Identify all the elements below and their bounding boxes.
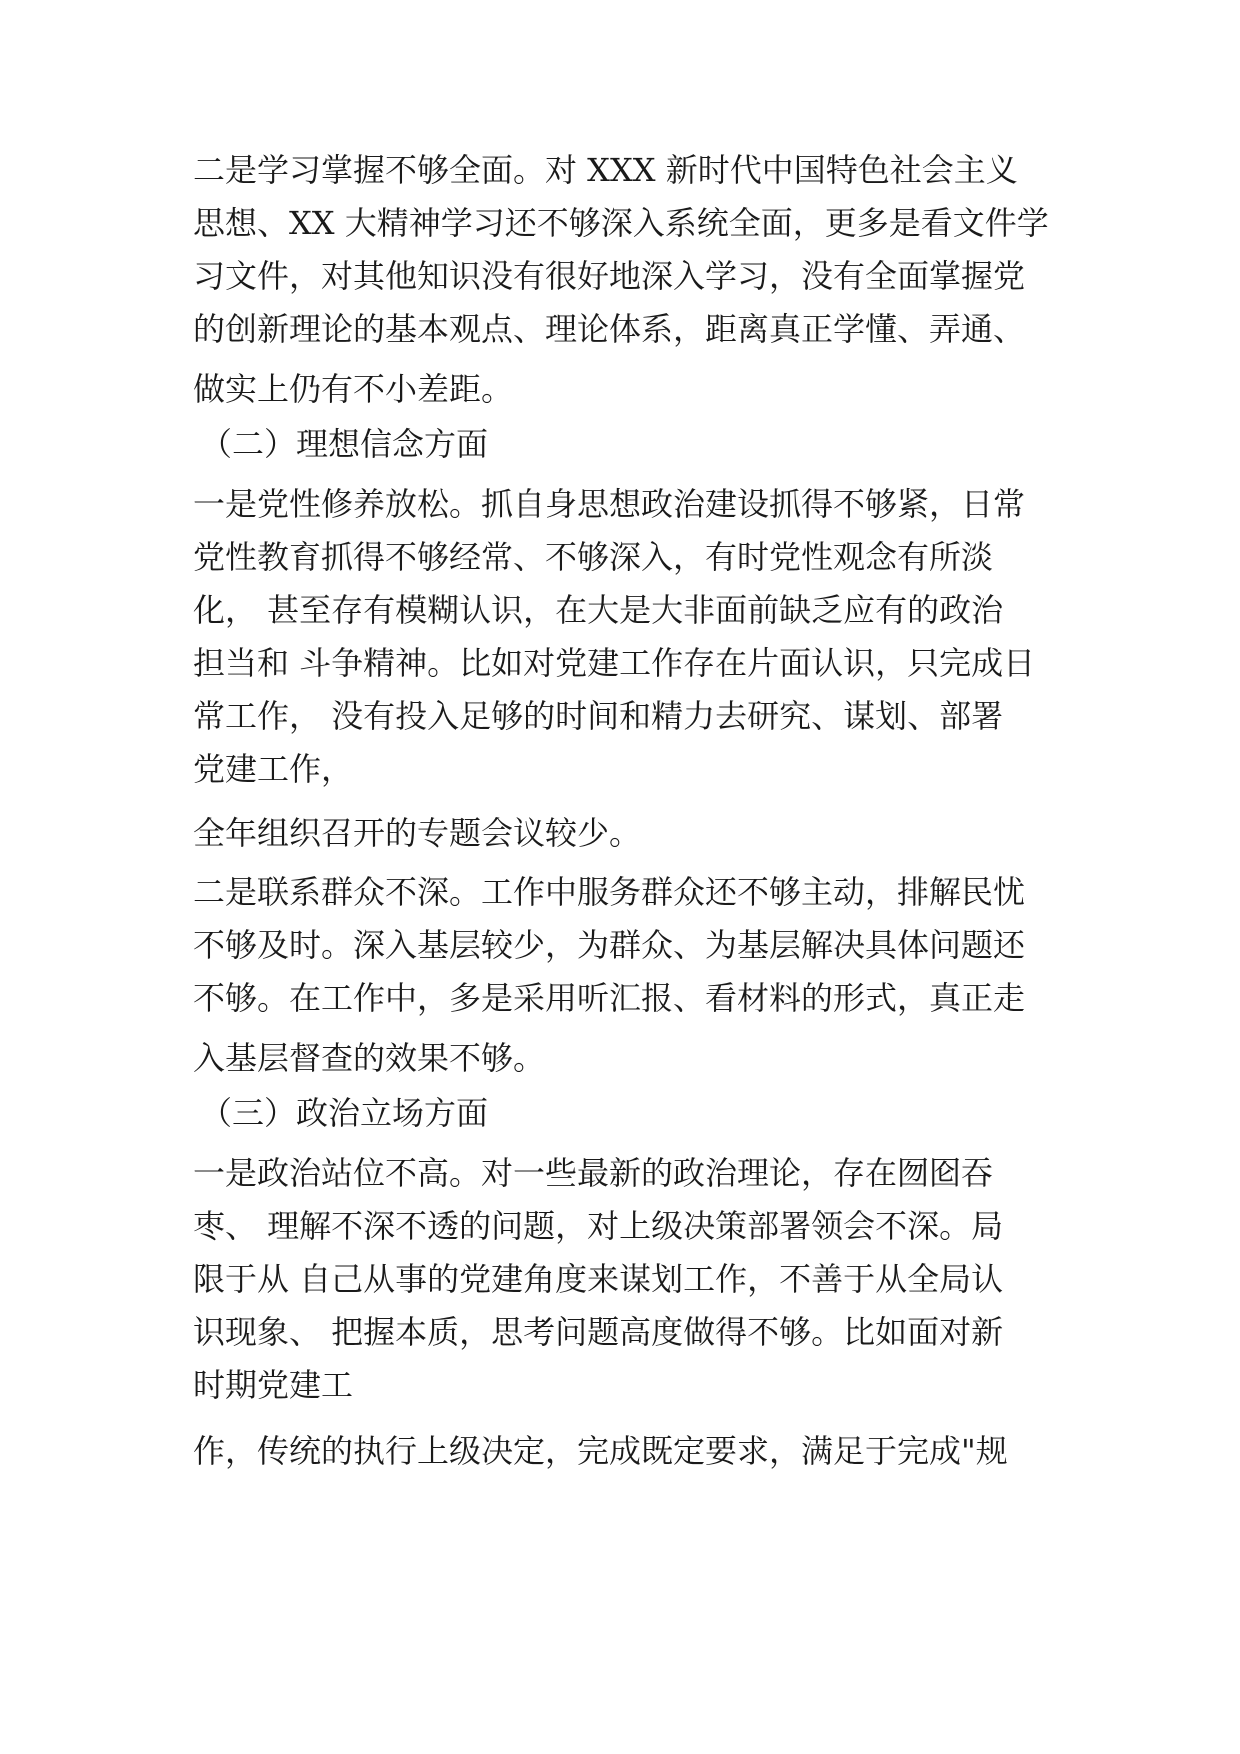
- text-line: 习文件，对其他知识没有很好地深入学习，没有全面掌握党: [193, 257, 1026, 295]
- text-line: 不够及时。深入基层较少，为群众、为基层解决具体问题还: [193, 926, 1026, 964]
- text-line: 做实上仍有不小差距。: [193, 370, 514, 408]
- text-line: 担当和 斗争精神。比如对党建工作存在片面认识，只完成日: [193, 644, 1036, 682]
- text-line: 限于从 自己从事的党建角度来谋划工作，不善于从全局认: [193, 1260, 1004, 1298]
- text-line: 入基层督查的效果不够。: [193, 1039, 546, 1077]
- text-line: 不够。在工作中，多是采用听汇报、看材料的形式，真正走: [193, 979, 1026, 1017]
- text-line: 一是政治站位不高。对一些最新的政治理论，存在囫囵吞: [193, 1154, 994, 1192]
- text-line: 枣、 理解不深不透的问题，对上级决策部署领会不深。局: [193, 1207, 1004, 1245]
- text-line: 时期党建工: [193, 1366, 354, 1404]
- text-line: 的创新理论的基本观点、理论体系，距离真正学懂、弄通、: [193, 310, 1026, 348]
- section-heading: （二）理想信念方面: [200, 425, 489, 463]
- text-line: 党建工作，: [193, 750, 354, 788]
- text-line: 全年组织召开的专题会议较少。: [193, 814, 642, 852]
- text-line: 常工作， 没有投入足够的时间和精力去研究、谋划、部署: [193, 697, 1004, 735]
- text-line: 识现象、 把握本质，思考问题高度做得不够。比如面对新: [193, 1313, 1004, 1351]
- section-heading: （三）政治立场方面: [200, 1094, 489, 1132]
- text-line: 二是联系群众不深。工作中服务群众还不够主动，排解民忧: [193, 873, 1026, 911]
- text-line: 党性教育抓得不够经常、不够深入，有时党性观念有所淡: [193, 538, 994, 576]
- text-line: 化， 甚至存有模糊认识，在大是大非面前缺乏应有的政治: [193, 591, 1004, 629]
- text-line: 作，传统的执行上级决定，完成既定要求，满足于完成"规: [193, 1432, 1008, 1470]
- text-line: 思想、XX 大精神学习还不够深入系统全面，更多是看文件学: [193, 204, 1049, 242]
- text-line: 一是党性修养放松。抓自身思想政治建设抓得不够紧，日常: [193, 485, 1026, 523]
- text-line: 二是学习掌握不够全面。对 XXX 新时代中国特色社会主义: [193, 151, 1018, 189]
